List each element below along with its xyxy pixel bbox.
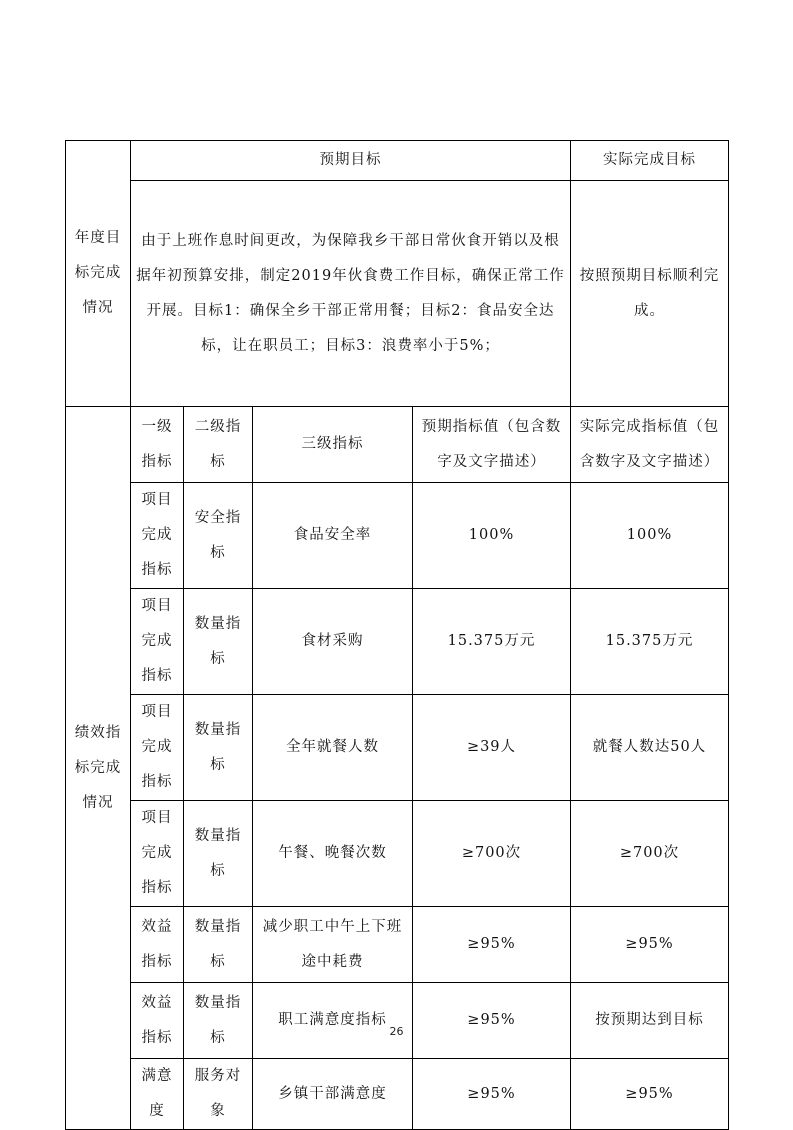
expected-value-cell: 100%: [413, 483, 571, 589]
level2-cell: 服务对象: [184, 1059, 253, 1130]
table-row: [66, 983, 729, 1059]
level3-cell: 午餐、晚餐次数: [253, 801, 413, 907]
expected-value-cell: ≥39人: [413, 695, 571, 801]
level3-cell: 减少职工中午上下班途中耗费: [253, 907, 413, 983]
actual-value-cell: ≥95%: [571, 907, 729, 983]
header-actual-goal: 实际完成目标: [571, 141, 729, 181]
annual-goal-header-row: [66, 141, 729, 181]
expected-value-cell: ≥95%: [413, 983, 571, 1059]
performance-table: [65, 140, 729, 1130]
level1-cell: 满意度: [131, 1059, 184, 1130]
table-row: [66, 589, 729, 695]
header-level1: 一级指标: [131, 407, 184, 483]
actual-value-cell: 按预期达到目标: [571, 983, 729, 1059]
performance-section-label: 绩效指标完成情况: [66, 407, 131, 1130]
level2-cell: 数量指标: [184, 907, 253, 983]
expected-value-cell: ≥700次: [413, 801, 571, 907]
indicator-header-row: [66, 407, 729, 483]
table-row: [66, 907, 729, 983]
page-number: 26: [389, 1025, 404, 1038]
actual-value-cell: 100%: [571, 483, 729, 589]
expected-value-cell: 15.375万元: [413, 589, 571, 695]
level1-cell: 项目完成指标: [131, 695, 184, 801]
actual-value-cell: ≥95%: [571, 1059, 729, 1130]
level3-cell: 职工满意度指标: [253, 983, 413, 1059]
header-level2: 二级指标: [184, 407, 253, 483]
level2-cell: 数量指标: [184, 983, 253, 1059]
level1-cell: 项目完成指标: [131, 589, 184, 695]
actual-value-cell: 就餐人数达50人: [571, 695, 729, 801]
level3-cell: 食品安全率: [253, 483, 413, 589]
annual-goal-content-row: [66, 181, 729, 407]
table-row: [66, 695, 729, 801]
actual-value-cell: 15.375万元: [571, 589, 729, 695]
level2-cell: 数量指标: [184, 801, 253, 907]
level2-cell: 数量指标: [184, 695, 253, 801]
actual-goal-text: 按照预期目标顺利完成。: [571, 181, 729, 407]
level1-cell: 项目完成指标: [131, 801, 184, 907]
expected-value-cell: ≥95%: [413, 907, 571, 983]
annual-goal-section-label: 年度目标完成情况: [66, 141, 131, 407]
table-row: [66, 483, 729, 589]
expected-value-cell: ≥95%: [413, 1059, 571, 1130]
level3-cell: 乡镇干部满意度: [253, 1059, 413, 1130]
level2-cell: 数量指标: [184, 589, 253, 695]
table-row: [66, 801, 729, 907]
level1-cell: 效益指标: [131, 907, 184, 983]
level1-cell: 项目完成指标: [131, 483, 184, 589]
level2-cell: 安全指标: [184, 483, 253, 589]
level3-cell: 食材采购: [253, 589, 413, 695]
table-row: [66, 1059, 729, 1130]
actual-value-cell: ≥700次: [571, 801, 729, 907]
header-level3: 三级指标: [253, 407, 413, 483]
header-expected-goal: 预期目标: [131, 141, 571, 181]
level3-cell: 全年就餐人数: [253, 695, 413, 801]
level1-cell: 效益指标: [131, 983, 184, 1059]
expected-goal-text: 由于上班作息时间更改，为保障我乡干部日常伙食开销以及根据年初预算安排，制定2019年伙食费工作目标，确保正常工作开展。目标1：确保全乡干部正常用餐；目标2：食品安全达标，让在职员工；目标3：浪费率小于5%；: [131, 181, 571, 407]
header-expected-value: 预期指标值（包含数字及文字描述）: [413, 407, 571, 483]
header-actual-value: 实际完成指标值（包含数字及文字描述）: [571, 407, 729, 483]
